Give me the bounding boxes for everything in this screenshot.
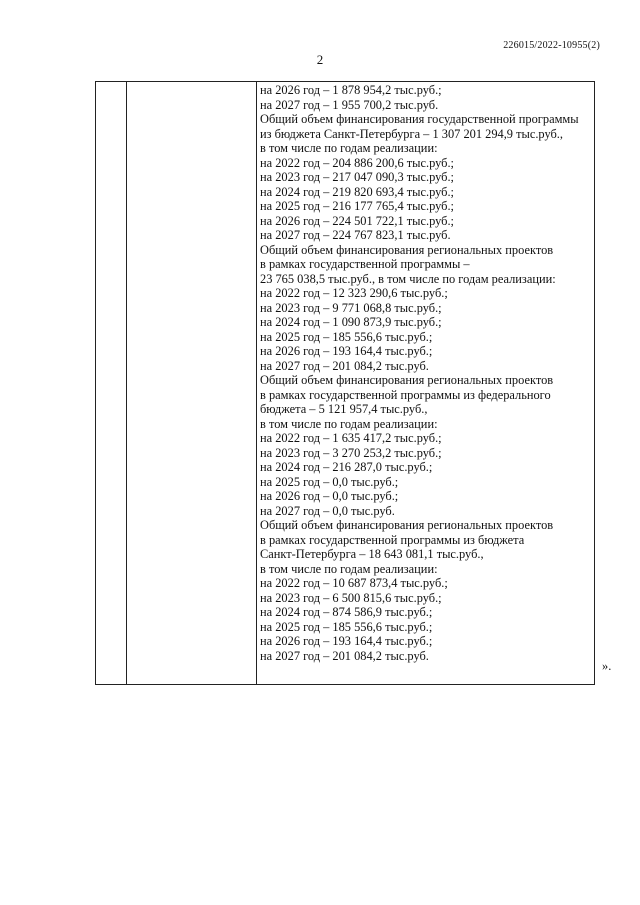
text-line: на 2025 год – 0,0 тыс.руб.; [260,474,399,489]
text-line: на 2024 год – 219 820 693,4 тыс.руб.; [260,184,455,199]
table-column-divider [126,82,127,684]
text-line: на 2025 год – 185 556,6 тыс.руб.; [260,329,433,344]
document-registration-number: 226015/2022-10955(2) [503,40,600,51]
text-line: в рамках государственной программы из федерального [260,387,551,402]
text-line: на 2026 год – 193 164,4 тыс.руб.; [260,634,433,648]
text-line: на 2026 год – 224 501 722,1 тыс.руб.; [260,213,455,228]
text-line: на 2026 год – 193 164,4 тыс.руб.; [260,344,433,358]
text-line: на 2024 год – 874 586,9 тыс.руб.; [260,605,433,619]
funding-text-cell [260,83,592,663]
text-line: 23 765 038,5 тыс.руб., в том числе по годам реализации: [260,271,556,286]
text-line: Общий объем финансирования государственной программы [260,112,579,126]
text-line: Санкт-Петербурга – 18 643 081,1 тыс.руб., [260,547,484,561]
text-line: бюджета – 5 121 957,4 тыс.руб., [260,402,428,416]
text-line: на 2024 год – 216 287,0 тыс.руб.; [260,460,433,474]
text-line: в том числе по годам реализации: [260,141,438,155]
text-line: в том числе по годам реализации: [260,416,438,431]
text-line: Общий объем финансирования региональных проектов [260,242,554,257]
text-line: на 2022 год – 204 886 200,6 тыс.руб.; [260,155,455,170]
text-line: на 2022 год – 1 635 417,2 тыс.руб.; [260,431,442,445]
table-column-divider [256,82,257,684]
text-line: в рамках государственной программы – [260,257,470,271]
text-line: на 2023 год – 9 771 068,8 тыс.руб.; [260,300,442,315]
text-line: на 2025 год – 216 177 765,4 тыс.руб.; [260,199,455,213]
text-line: на 2027 год – 201 084,2 тыс.руб. [260,358,429,373]
text-line: на 2022 год – 10 687 873,4 тыс.руб.; [260,576,448,590]
text-line: на 2027 год – 1 955 700,2 тыс.руб. [260,97,439,112]
text-line: на 2027 год – 0,0 тыс.руб. [260,503,395,518]
text-line: Общий объем финансирования региональных проектов [260,373,554,387]
text-line: на 2026 год – 1 878 954,2 тыс.руб.; [260,83,442,97]
text-line: в рамках государственной программы из бюджета [260,532,525,547]
text-line: на 2022 год – 12 323 290,6 тыс.руб.; [260,286,448,300]
funding-table [95,81,595,685]
text-line: на 2027 год – 201 084,2 тыс.руб. [260,648,429,663]
text-line: из бюджета Санкт-Петербурга – 1 307 201 294,9 тыс.руб., [260,126,564,141]
text-line: на 2023 год – 3 270 253,2 тыс.руб.; [260,445,442,460]
text-line: на 2024 год – 1 090 873,9 тыс.руб.; [260,315,442,329]
page-number: 2 [316,52,324,67]
text-line: в том числе по годам реализации: [260,561,438,576]
closing-quote-mark: ». [602,659,612,673]
text-line: на 2023 год – 6 500 815,6 тыс.руб.; [260,590,442,605]
text-line: Общий объем финансирования региональных проектов [260,518,554,532]
text-line: на 2026 год – 0,0 тыс.руб.; [260,489,399,503]
text-line: на 2025 год – 185 556,6 тыс.руб.; [260,619,433,634]
text-line: на 2027 год – 224 767 823,1 тыс.руб. [260,228,451,242]
text-line: на 2023 год – 217 047 090,3 тыс.руб.; [260,170,455,184]
